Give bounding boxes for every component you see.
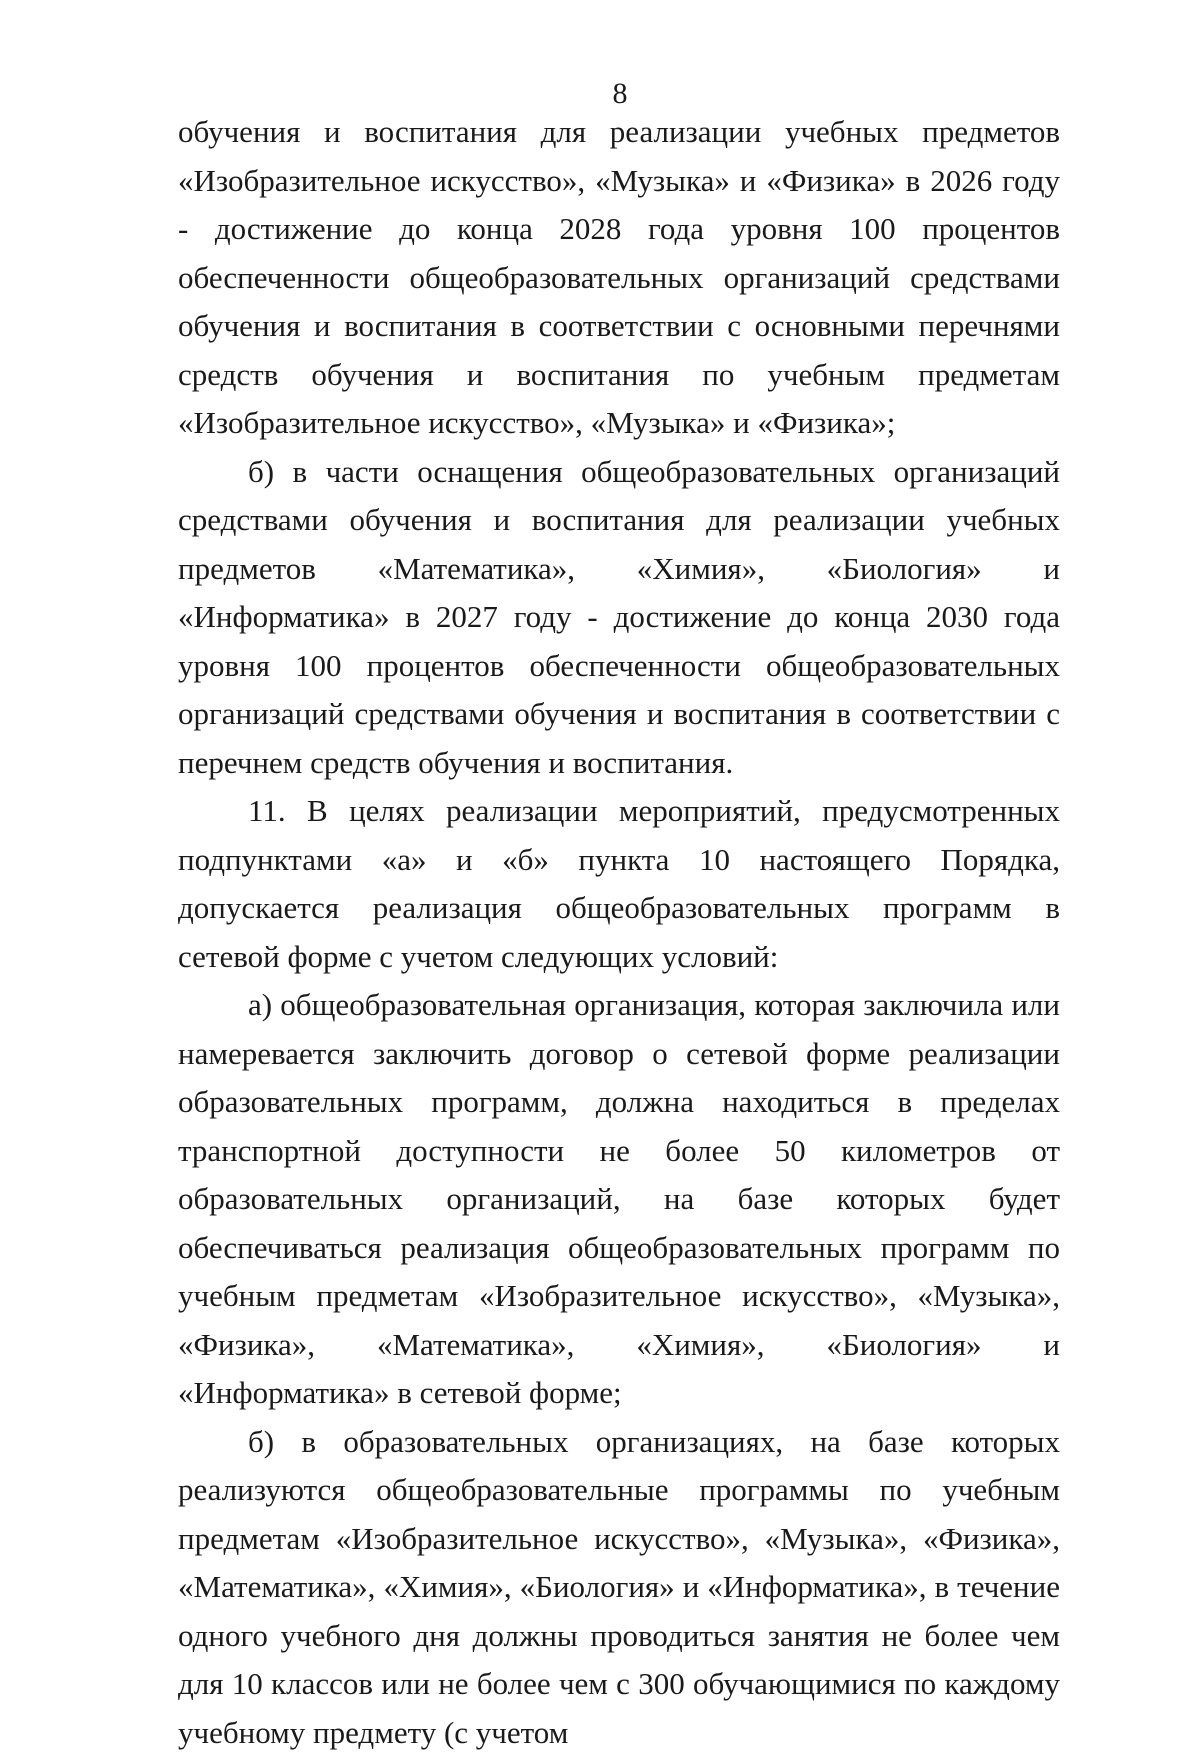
page-number: 8 bbox=[20, 76, 1200, 112]
paragraph-subitem-b-equipment: б) в части оснащения общеобразовательных организаций средствами обучения и воспитания для реализации учебных предметов «Математика», «Химия», «Биология» и «Информатика» в 2027 году - достижение до конца 2030 года уровня 100 процентов обеспеченности общеобразовательных организаций средствами обучения и воспитания в соответствии с перечнем средств обучения и воспитания. bbox=[178, 448, 1060, 788]
paragraph-item-11: 11. В целях реализации мероприятий, предусмотренных подпунктами «а» и «б» пункта 10 настоящего Порядка, допускается реализация общеобразовательных программ в сетевой форме с учетом следующих условий: bbox=[178, 787, 1060, 981]
paragraph-subitem-b-classes: б) в образовательных организациях, на базе которых реализуются общеобразовательные программы по учебным предметам «Изобразительное искусство», «Музыка», «Физика», «Математика», «Химия», «Биология» и «Информатика», в течение одного учебного дня должны проводиться занятия не более чем для 10 классов или не более чем с 300 обучающимися по каждому учебному предмету (с учетом bbox=[178, 1418, 1060, 1757]
document-body bbox=[178, 108, 1060, 1757]
paragraph-continuation: обучения и воспитания для реализации учебных предметов «Изобразительное искусство», «Музыка» и «Физика» в 2026 году - достижение до конца 2028 года уровня 100 процентов обеспеченности общеобразовательных организаций средствами обучения и воспитания в соответствии с основными перечнями средств обучения и воспитания по учебным предметам «Изобразительное искусство», «Музыка» и «Физика»; bbox=[178, 108, 1060, 448]
paragraph-subitem-a-network: а) общеобразовательная организация, которая заключила или намеревается заключить договор о сетевой форме реализации образовательных программ, должна находиться в пределах транспортной доступности не более 50 километров от образовательных организаций, на базе которых будет обеспечиваться реализация общеобразовательных программ по учебным предметам «Изобразительное искусство», «Музыка», «Физика», «Математика», «Химия», «Биология» и «Информатика» в сетевой форме; bbox=[178, 981, 1060, 1418]
